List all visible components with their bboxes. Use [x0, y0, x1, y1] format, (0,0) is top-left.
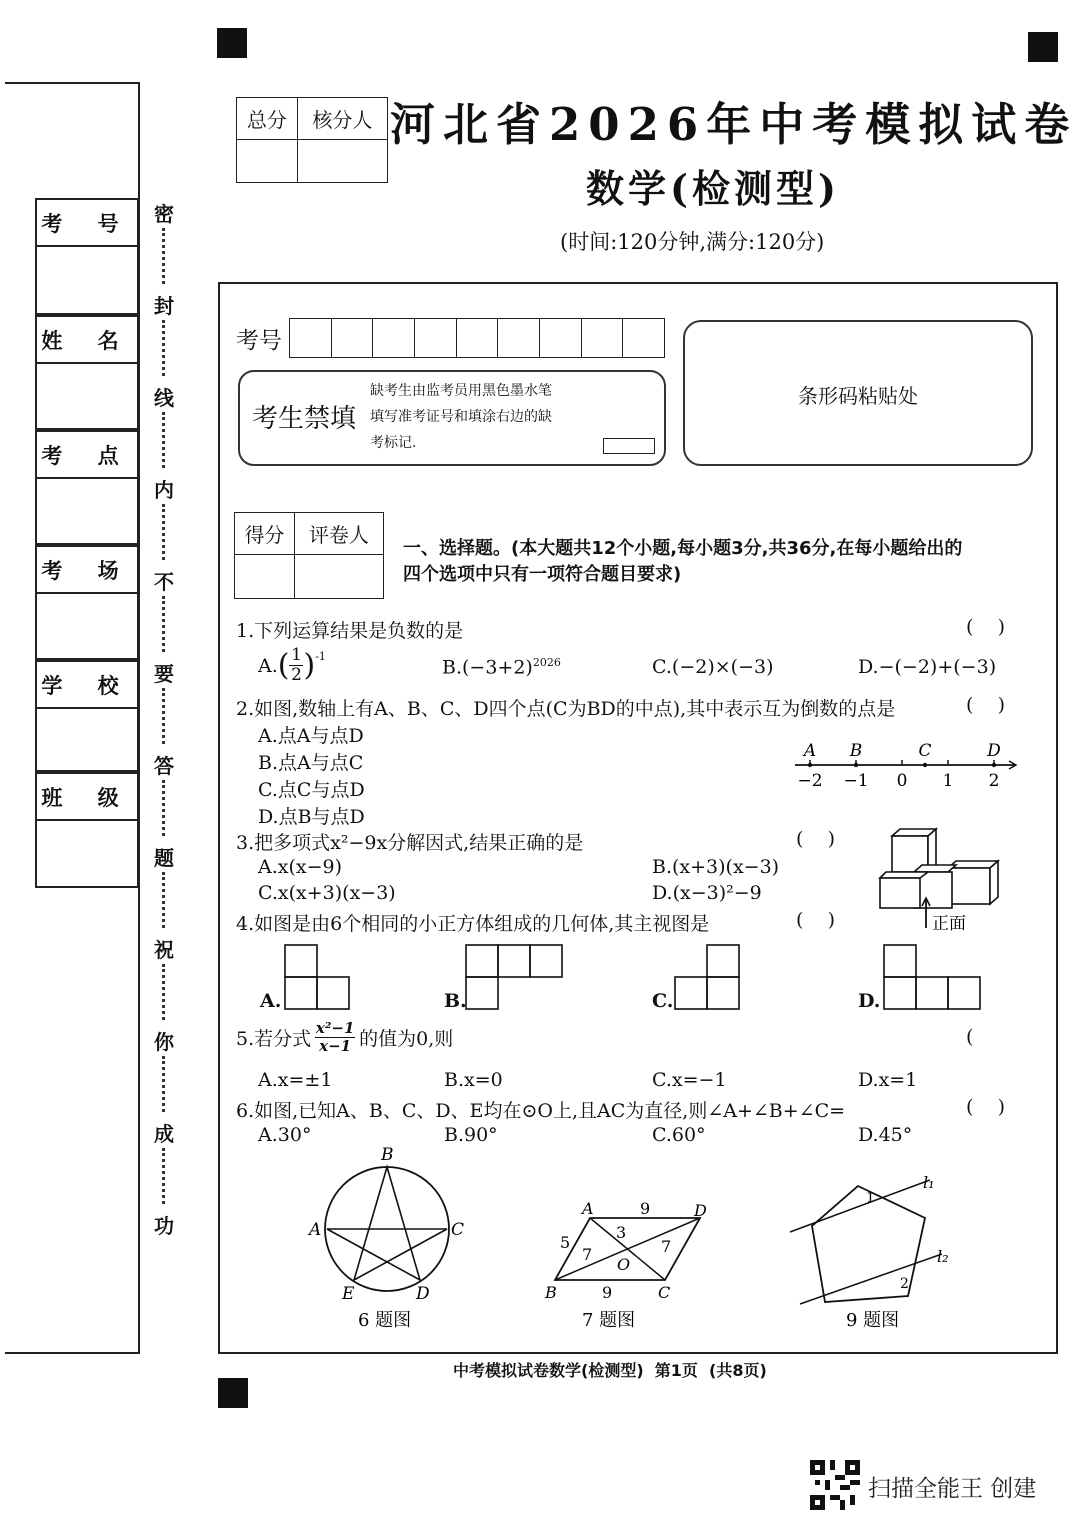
field-school[interactable]: 学 校: [35, 660, 139, 772]
q3-option-a[interactable]: A.x(x−9): [258, 856, 343, 878]
seal-dots: [162, 596, 165, 652]
svg-text:A: A: [309, 1220, 322, 1240]
seal-char: 答: [154, 754, 174, 778]
q1-option-b[interactable]: $B.(-3+2)^{2026}$: [442, 656, 561, 679]
number-line-point: [808, 763, 812, 767]
seal-char: 内: [154, 478, 174, 502]
q1-option-c[interactable]: C.(−2)×(−3): [652, 656, 774, 678]
exam-id-boxes[interactable]: [289, 318, 665, 358]
seal-char: 你: [154, 1030, 174, 1054]
front-label: 正面: [932, 914, 966, 934]
registration-mark: [218, 1378, 248, 1408]
seal-char: 封: [154, 294, 174, 318]
q4-option-c-view: [675, 945, 739, 1009]
exam-id-cell[interactable]: [332, 319, 374, 357]
qr-code-icon: [810, 1460, 860, 1510]
q4-option-b-label[interactable]: B.: [444, 990, 467, 1012]
figure-6: [300, 1142, 480, 1342]
svg-text:l₁: l₁: [923, 1173, 935, 1192]
barcode-label: 条形码粘贴处: [798, 384, 918, 408]
q6-option-b[interactable]: B.90°: [444, 1124, 498, 1146]
page-subtitle: 数学(检测型): [586, 166, 840, 211]
absent-note: 缺考生由监考员用黑色墨水笔 填写准考证号和填涂右边的缺 考标记.: [370, 383, 552, 451]
field-name[interactable]: 姓 名: [35, 315, 139, 430]
seal-dots: [162, 228, 165, 284]
number-line-tick-label: 2: [988, 771, 1000, 791]
q4-option-a-label[interactable]: A.: [260, 990, 282, 1012]
q3-option-d[interactable]: D.(x−3)²−9: [652, 882, 762, 904]
q2-option-d[interactable]: D.点B与点D: [258, 806, 365, 828]
scanner-watermark: 扫描全能王 创建: [868, 1476, 1037, 1502]
q6-stem: 6.如图,已知A、B、C、D、E均在⊙O上,且AC为直径,则∠A+∠B+∠C=: [236, 1100, 846, 1122]
figure-7: [540, 1196, 730, 1336]
q5-option-b[interactable]: B.x=0: [444, 1069, 503, 1091]
exam-id-cell[interactable]: [290, 319, 332, 357]
section-score-cell[interactable]: [235, 555, 295, 599]
seal-dots: [162, 964, 165, 1020]
seal-char: 不: [154, 570, 174, 594]
figure-6-caption: 6 题图: [358, 1310, 412, 1331]
page-title: 河北省2026年中考模拟试卷: [390, 98, 1078, 151]
number-line-figure: [790, 738, 1020, 798]
q5-stem: 5.若分式 x²−1 x−1 的值为0,则: [236, 1019, 454, 1055]
q5-option-d[interactable]: D.x=1: [858, 1069, 918, 1091]
section-grader-cell[interactable]: [294, 555, 383, 599]
q5-option-a[interactable]: A.x=±1: [258, 1069, 333, 1091]
q4-option-d-view: [884, 945, 980, 1009]
q2-stem: 2.如图,数轴上有A、B、C、D四个点(C为BD的中点),其中表示互为倒数的点是: [236, 698, 896, 720]
absent-label: 考生禁填: [252, 404, 357, 434]
svg-text:2: 2: [900, 1276, 909, 1292]
number-line-tick-label: 1: [942, 771, 954, 791]
q2-option-b[interactable]: B.点A与点C: [258, 752, 364, 774]
q6-option-c[interactable]: C.60°: [652, 1124, 706, 1146]
exam-id-cell[interactable]: [415, 319, 457, 357]
exam-id-cell[interactable]: [373, 319, 415, 357]
exam-id-cell[interactable]: [582, 319, 624, 357]
number-line-point-label: C: [918, 741, 932, 761]
seal-char: 题: [154, 846, 174, 870]
figure-9-caption: 9 题图: [846, 1310, 900, 1331]
q6-option-a[interactable]: A.30°: [258, 1124, 312, 1146]
seal-dots: [162, 412, 165, 468]
q3-answer-paren[interactable]: ( ): [796, 828, 835, 850]
field-class[interactable]: 班 级: [35, 772, 139, 888]
seal-char: 祝: [154, 938, 174, 962]
number-line-tick-label: 0: [896, 771, 908, 791]
svg-text:D: D: [416, 1284, 430, 1304]
q4-option-b-view: [466, 945, 562, 1009]
figure-9: [780, 1170, 970, 1338]
q2-answer-paren[interactable]: ( ): [966, 694, 1005, 716]
page-footer: 中考模拟试卷数学(检测型) 第1页 (共8页): [453, 1361, 767, 1380]
seal-char: 功: [154, 1214, 174, 1238]
svg-text:D: D: [694, 1201, 707, 1220]
number-line-tick-label: −2: [797, 771, 823, 791]
number-line-point: [854, 763, 858, 767]
q3-option-c[interactable]: C.x(x+3)(x−3): [258, 882, 396, 904]
field-exam-site[interactable]: 考 点: [35, 430, 139, 545]
q4-option-a-view: [285, 945, 349, 1009]
q4-answer-paren[interactable]: ( ): [796, 909, 835, 931]
seal-dots: [162, 872, 165, 928]
svg-text:1: 1: [866, 1190, 875, 1206]
q4-option-c-label[interactable]: C.: [652, 990, 674, 1012]
number-line-point-label: A: [803, 741, 817, 761]
exam-id-label: 考号: [236, 328, 282, 354]
seal-char: 成: [154, 1122, 174, 1146]
section-heading: 一、选择题。(本大题共12个小题,每小题3分,共36分,在每小题给出的 四个选项中只有一项符合题目要求): [403, 538, 963, 585]
exam-id-cell[interactable]: [498, 319, 540, 357]
q1-option-a[interactable]: A. ( 1 2 ) $^{-1}$: [258, 645, 326, 685]
seal-dots: [162, 1056, 165, 1112]
figure-7-caption: 7 题图: [582, 1310, 636, 1331]
svg-text:B: B: [381, 1145, 394, 1165]
q1-answer-paren[interactable]: ( ): [966, 616, 1005, 638]
q1-stem: 1.下列运算结果是负数的是: [236, 620, 464, 642]
q1-option-d[interactable]: D.−(−2)+(−3): [858, 656, 997, 678]
q4-option-d-label[interactable]: D.: [858, 990, 881, 1012]
registration-mark: [1028, 32, 1058, 62]
svg-text:9: 9: [640, 1199, 651, 1218]
svg-text:O: O: [617, 1255, 631, 1274]
seal-char: 要: [154, 662, 174, 686]
field-exam-room[interactable]: 考 场: [35, 545, 139, 660]
seal-char: 密: [154, 202, 174, 226]
q6-answer-paren[interactable]: ( ): [966, 1096, 1005, 1118]
svg-text:A: A: [582, 1199, 594, 1218]
svg-text:C: C: [451, 1220, 465, 1240]
section-grade-table: 得分 评卷人: [234, 512, 384, 599]
total-score-table: 总分 核分人: [236, 97, 388, 183]
number-line-tick-label: −1: [843, 771, 869, 791]
q2-option-a[interactable]: A.点A与点D: [258, 725, 364, 747]
q3-stem: 3.把多项式x²−9x分解因式,结果正确的是: [236, 832, 584, 854]
seal-char: 线: [154, 386, 174, 410]
svg-text:3: 3: [616, 1223, 627, 1242]
seal-dots: [162, 1148, 165, 1204]
number-line-point-label: B: [849, 741, 863, 761]
exam-id-cell[interactable]: [623, 319, 664, 357]
total-score-cell[interactable]: [237, 140, 298, 183]
svg-text:l₂: l₂: [937, 1247, 949, 1266]
svg-text:C: C: [658, 1283, 671, 1302]
cube-solid-figure: [872, 826, 1012, 936]
number-line-point: [992, 763, 996, 767]
number-line-point-label: D: [987, 741, 1001, 761]
seal-dots: [162, 780, 165, 836]
svg-text:5: 5: [560, 1233, 571, 1252]
number-line-point: [923, 763, 927, 767]
checker-cell[interactable]: [297, 140, 387, 183]
time-info: (时间:120分钟,满分:120分): [560, 230, 825, 254]
svg-text:E: E: [342, 1284, 355, 1304]
seal-dots: [162, 504, 165, 560]
q5-answer-paren[interactable]: (: [966, 1026, 974, 1048]
q2-option-c[interactable]: C.点C与点D: [258, 779, 365, 801]
svg-text:7: 7: [661, 1237, 672, 1256]
seal-dots: [162, 320, 165, 376]
svg-text:B: B: [545, 1283, 557, 1302]
q5-option-c[interactable]: C.x=−1: [652, 1069, 727, 1091]
q4-stem: 4.如图是由6个相同的小正方体组成的几何体,其主视图是: [236, 913, 710, 935]
absent-mark-box[interactable]: [603, 438, 655, 454]
seal-dots: [162, 688, 165, 744]
q3-option-b[interactable]: B.(x+3)(x−3): [652, 856, 780, 878]
svg-text:7: 7: [582, 1245, 593, 1264]
q6-option-d[interactable]: D.45°: [858, 1124, 913, 1146]
field-exam-number[interactable]: 考 号: [35, 198, 139, 315]
q4-view-options: [280, 940, 1000, 1012]
registration-mark: [217, 28, 247, 58]
svg-text:9: 9: [602, 1283, 613, 1302]
exam-id-cell[interactable]: [540, 319, 582, 357]
exam-id-cell[interactable]: [457, 319, 499, 357]
